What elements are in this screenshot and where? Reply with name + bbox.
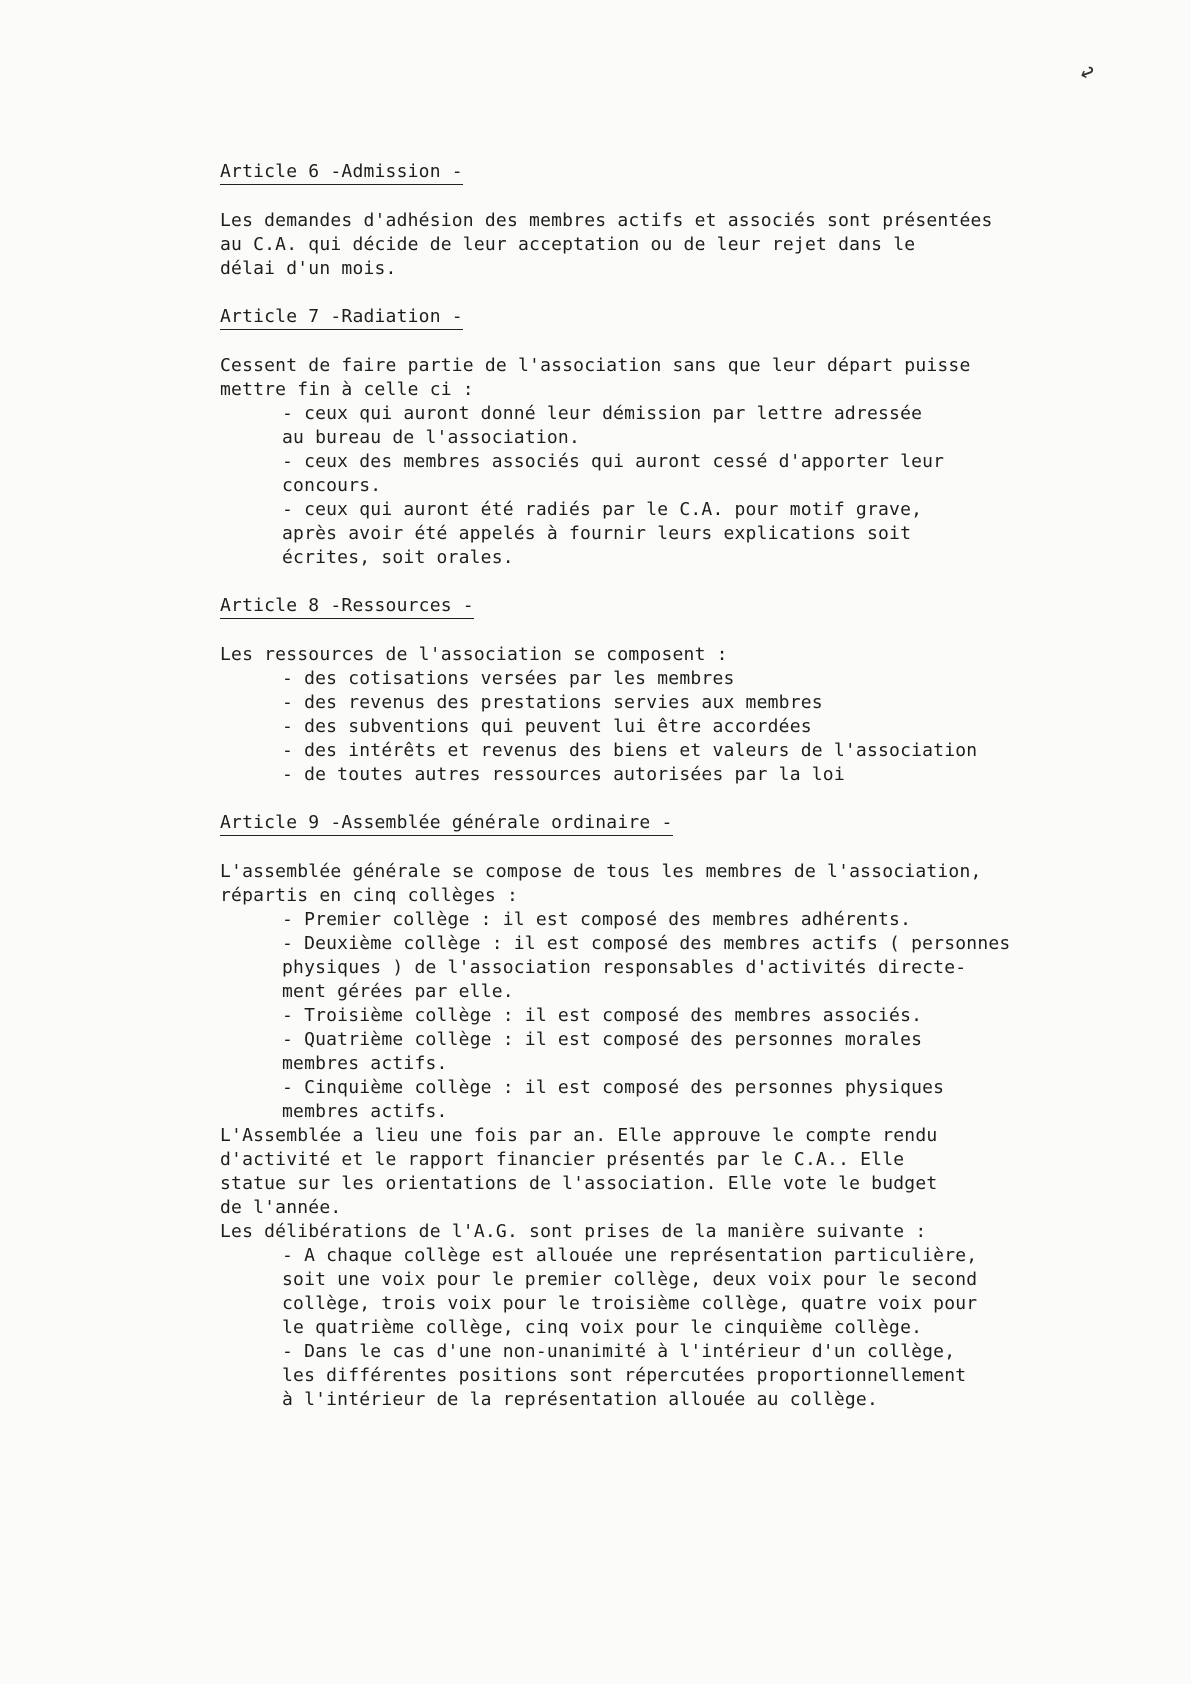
statutes-text xyxy=(220,160,1120,1412)
article-line: concours. xyxy=(282,475,382,496)
article-line: - Cinquième collège : il est composé des personnes physiques xyxy=(282,1077,945,1098)
article-line: après avoir été appelés à fournir leurs explications soit xyxy=(282,523,912,544)
article-line: - A chaque collège est allouée une représentation particulière, xyxy=(282,1245,978,1266)
article-line: Cessent de faire partie de l'association sans que leur départ puisse xyxy=(220,355,971,376)
article-line: les différentes positions sont répercutées proportionnellement xyxy=(282,1365,967,1386)
article-section xyxy=(220,594,1120,811)
article-line: - Dans le cas d'une non-unanimité à l'intérieur d'un collège, xyxy=(282,1341,956,1362)
article-line: au bureau de l'association. xyxy=(282,427,580,448)
article-line: répartis en cinq collèges : xyxy=(220,885,518,906)
article-heading: Article 8 -Ressources - xyxy=(220,594,474,619)
article-line: ment gérées par elle. xyxy=(282,981,514,1002)
article-line: Les demandes d'adhésion des membres actifs et associés sont présentées xyxy=(220,210,993,231)
article-line: d'activité et le rapport financier présentés par le C.A.. Elle xyxy=(220,1149,905,1170)
article-line: au C.A. qui décide de leur acceptation ou de leur rejet dans le xyxy=(220,234,916,255)
article-heading: Article 6 -Admission - xyxy=(220,160,463,185)
article-line: L'assemblée générale se compose de tous les membres de l'association, xyxy=(220,861,982,882)
article-heading: Article 9 -Assemblée générale ordinaire - xyxy=(220,811,673,836)
article-line: écrites, soit orales. xyxy=(282,547,514,568)
handwritten-mark: ↩ xyxy=(1075,56,1099,88)
article-line: de l'année. xyxy=(220,1197,342,1218)
article-line: L'Assemblée a lieu une fois par an. Elle approuve le compte rendu xyxy=(220,1125,938,1146)
article-line: - des subventions qui peuvent lui être accordées xyxy=(282,716,812,737)
article-line: délai d'un mois. xyxy=(220,258,397,279)
article-line: - ceux qui auront été radiés par le C.A. pour motif grave, xyxy=(282,499,923,520)
article-line: - Quatrième collège : il est composé des personnes morales xyxy=(282,1029,923,1050)
article-line: - des cotisations versées par les membres xyxy=(282,668,735,689)
article-section xyxy=(220,160,1120,305)
article-line: mettre fin à celle ci : xyxy=(220,379,474,400)
article-section xyxy=(220,811,1120,1412)
article-line: - Premier collège : il est composé des membres adhérents. xyxy=(282,909,912,930)
article-line: - des revenus des prestations servies aux membres xyxy=(282,692,823,713)
article-line: - ceux des membres associés qui auront cessé d'apporter leur xyxy=(282,451,945,472)
article-line: à l'intérieur de la représentation allouée au collège. xyxy=(282,1389,878,1410)
article-line: Les ressources de l'association se composent : xyxy=(220,644,728,665)
article-line: - des intérêts et revenus des biens et valeurs de l'association xyxy=(282,740,978,761)
article-line: physiques ) de l'association responsables d'activités directe- xyxy=(282,957,967,978)
article-line: le quatrième collège, cinq voix pour le cinquième collège. xyxy=(282,1317,923,1338)
article-line: statue sur les orientations de l'association. Elle vote le budget xyxy=(220,1173,938,1194)
article-line: soit une voix pour le premier collège, deux voix pour le second xyxy=(282,1269,978,1290)
article-line: Les délibérations de l'A.G. sont prises de la manière suivante : xyxy=(220,1221,927,1242)
article-line: - Troisième collège : il est composé des membres associés. xyxy=(282,1005,923,1026)
article-line: membres actifs. xyxy=(282,1101,448,1122)
article-line: membres actifs. xyxy=(282,1053,448,1074)
article-line: - de toutes autres ressources autorisées par la loi xyxy=(282,764,845,785)
article-line: - Deuxième collège : il est composé des membres actifs ( personnes xyxy=(282,933,1011,954)
article-line: - ceux qui auront donné leur démission par lettre adressée xyxy=(282,403,923,424)
article-line: collège, trois voix pour le troisième collège, quatre voix pour xyxy=(282,1293,978,1314)
article-heading: Article 7 -Radiation - xyxy=(220,305,463,330)
article-section xyxy=(220,305,1120,594)
